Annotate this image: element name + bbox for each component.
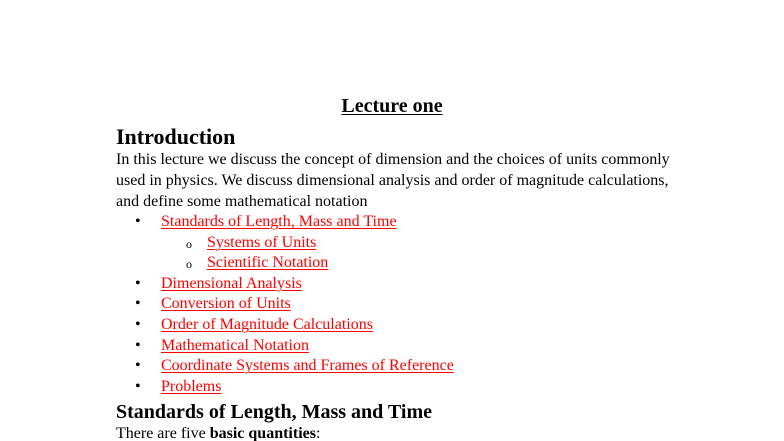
basic-line-suffix: : bbox=[315, 425, 321, 441]
toc-link-problems[interactable]: Problems bbox=[161, 377, 222, 395]
toc-item-mathematical-notation bbox=[116, 336, 454, 357]
toc-item-coordinate-systems bbox=[116, 356, 454, 377]
basic-line-prefix: There are five bbox=[116, 425, 210, 441]
bullet-icon: • bbox=[135, 315, 141, 333]
bullet-icon: • bbox=[135, 295, 141, 313]
lecture-title-text: Lecture one bbox=[341, 95, 443, 117]
toc-item-standards bbox=[116, 212, 454, 233]
toc-item-dimensional-analysis bbox=[116, 274, 454, 295]
basic-quantities-line bbox=[116, 424, 320, 441]
bullet-icon: • bbox=[135, 377, 141, 395]
toc-link-systems-of-units[interactable]: Systems of Units bbox=[207, 233, 317, 251]
toc-item-conversion-of-units bbox=[116, 294, 454, 315]
toc-link-conversion-of-units[interactable]: Conversion of Units bbox=[161, 295, 291, 313]
lecture-title bbox=[0, 93, 784, 119]
introduction-heading: Introduction bbox=[116, 124, 236, 149]
basic-quantities-term: basic quantities bbox=[209, 425, 316, 441]
toc-link-dimensional-analysis[interactable]: Dimensional Analysis bbox=[161, 274, 302, 292]
bullet-icon: • bbox=[135, 274, 141, 292]
toc-link-scientific-notation[interactable]: Scientific Notation bbox=[207, 254, 329, 272]
toc-link-coordinate-systems[interactable]: Coordinate Systems and Frames of Reference bbox=[161, 357, 454, 375]
sub-bullet-icon: o bbox=[186, 257, 192, 272]
sub-bullet-icon: o bbox=[186, 236, 192, 251]
standards-section-heading: Standards of Length, Mass and Time bbox=[116, 401, 432, 423]
bullet-icon: • bbox=[135, 336, 141, 354]
toc-item-scientific-notation bbox=[116, 253, 454, 274]
bullet-icon: • bbox=[135, 357, 141, 375]
toc-item-problems bbox=[116, 377, 454, 398]
toc-link-standards[interactable]: Standards of Length, Mass and Time bbox=[161, 213, 397, 230]
toc-link-order-of-magnitude[interactable]: Order of Magnitude Calculations bbox=[161, 315, 373, 333]
toc-item-systems-of-units bbox=[116, 233, 454, 254]
introduction-paragraph: In this lecture we discuss the concept of dimension and the choices of units commonly used in physics. We discuss dimensional analysis and order of magnitude calculations, and define some mathematical notation bbox=[116, 151, 670, 210]
toc-item-order-of-magnitude bbox=[116, 315, 454, 336]
table-of-contents bbox=[116, 212, 454, 397]
bullet-icon: • bbox=[135, 213, 141, 230]
toc-link-mathematical-notation[interactable]: Mathematical Notation bbox=[161, 336, 309, 354]
